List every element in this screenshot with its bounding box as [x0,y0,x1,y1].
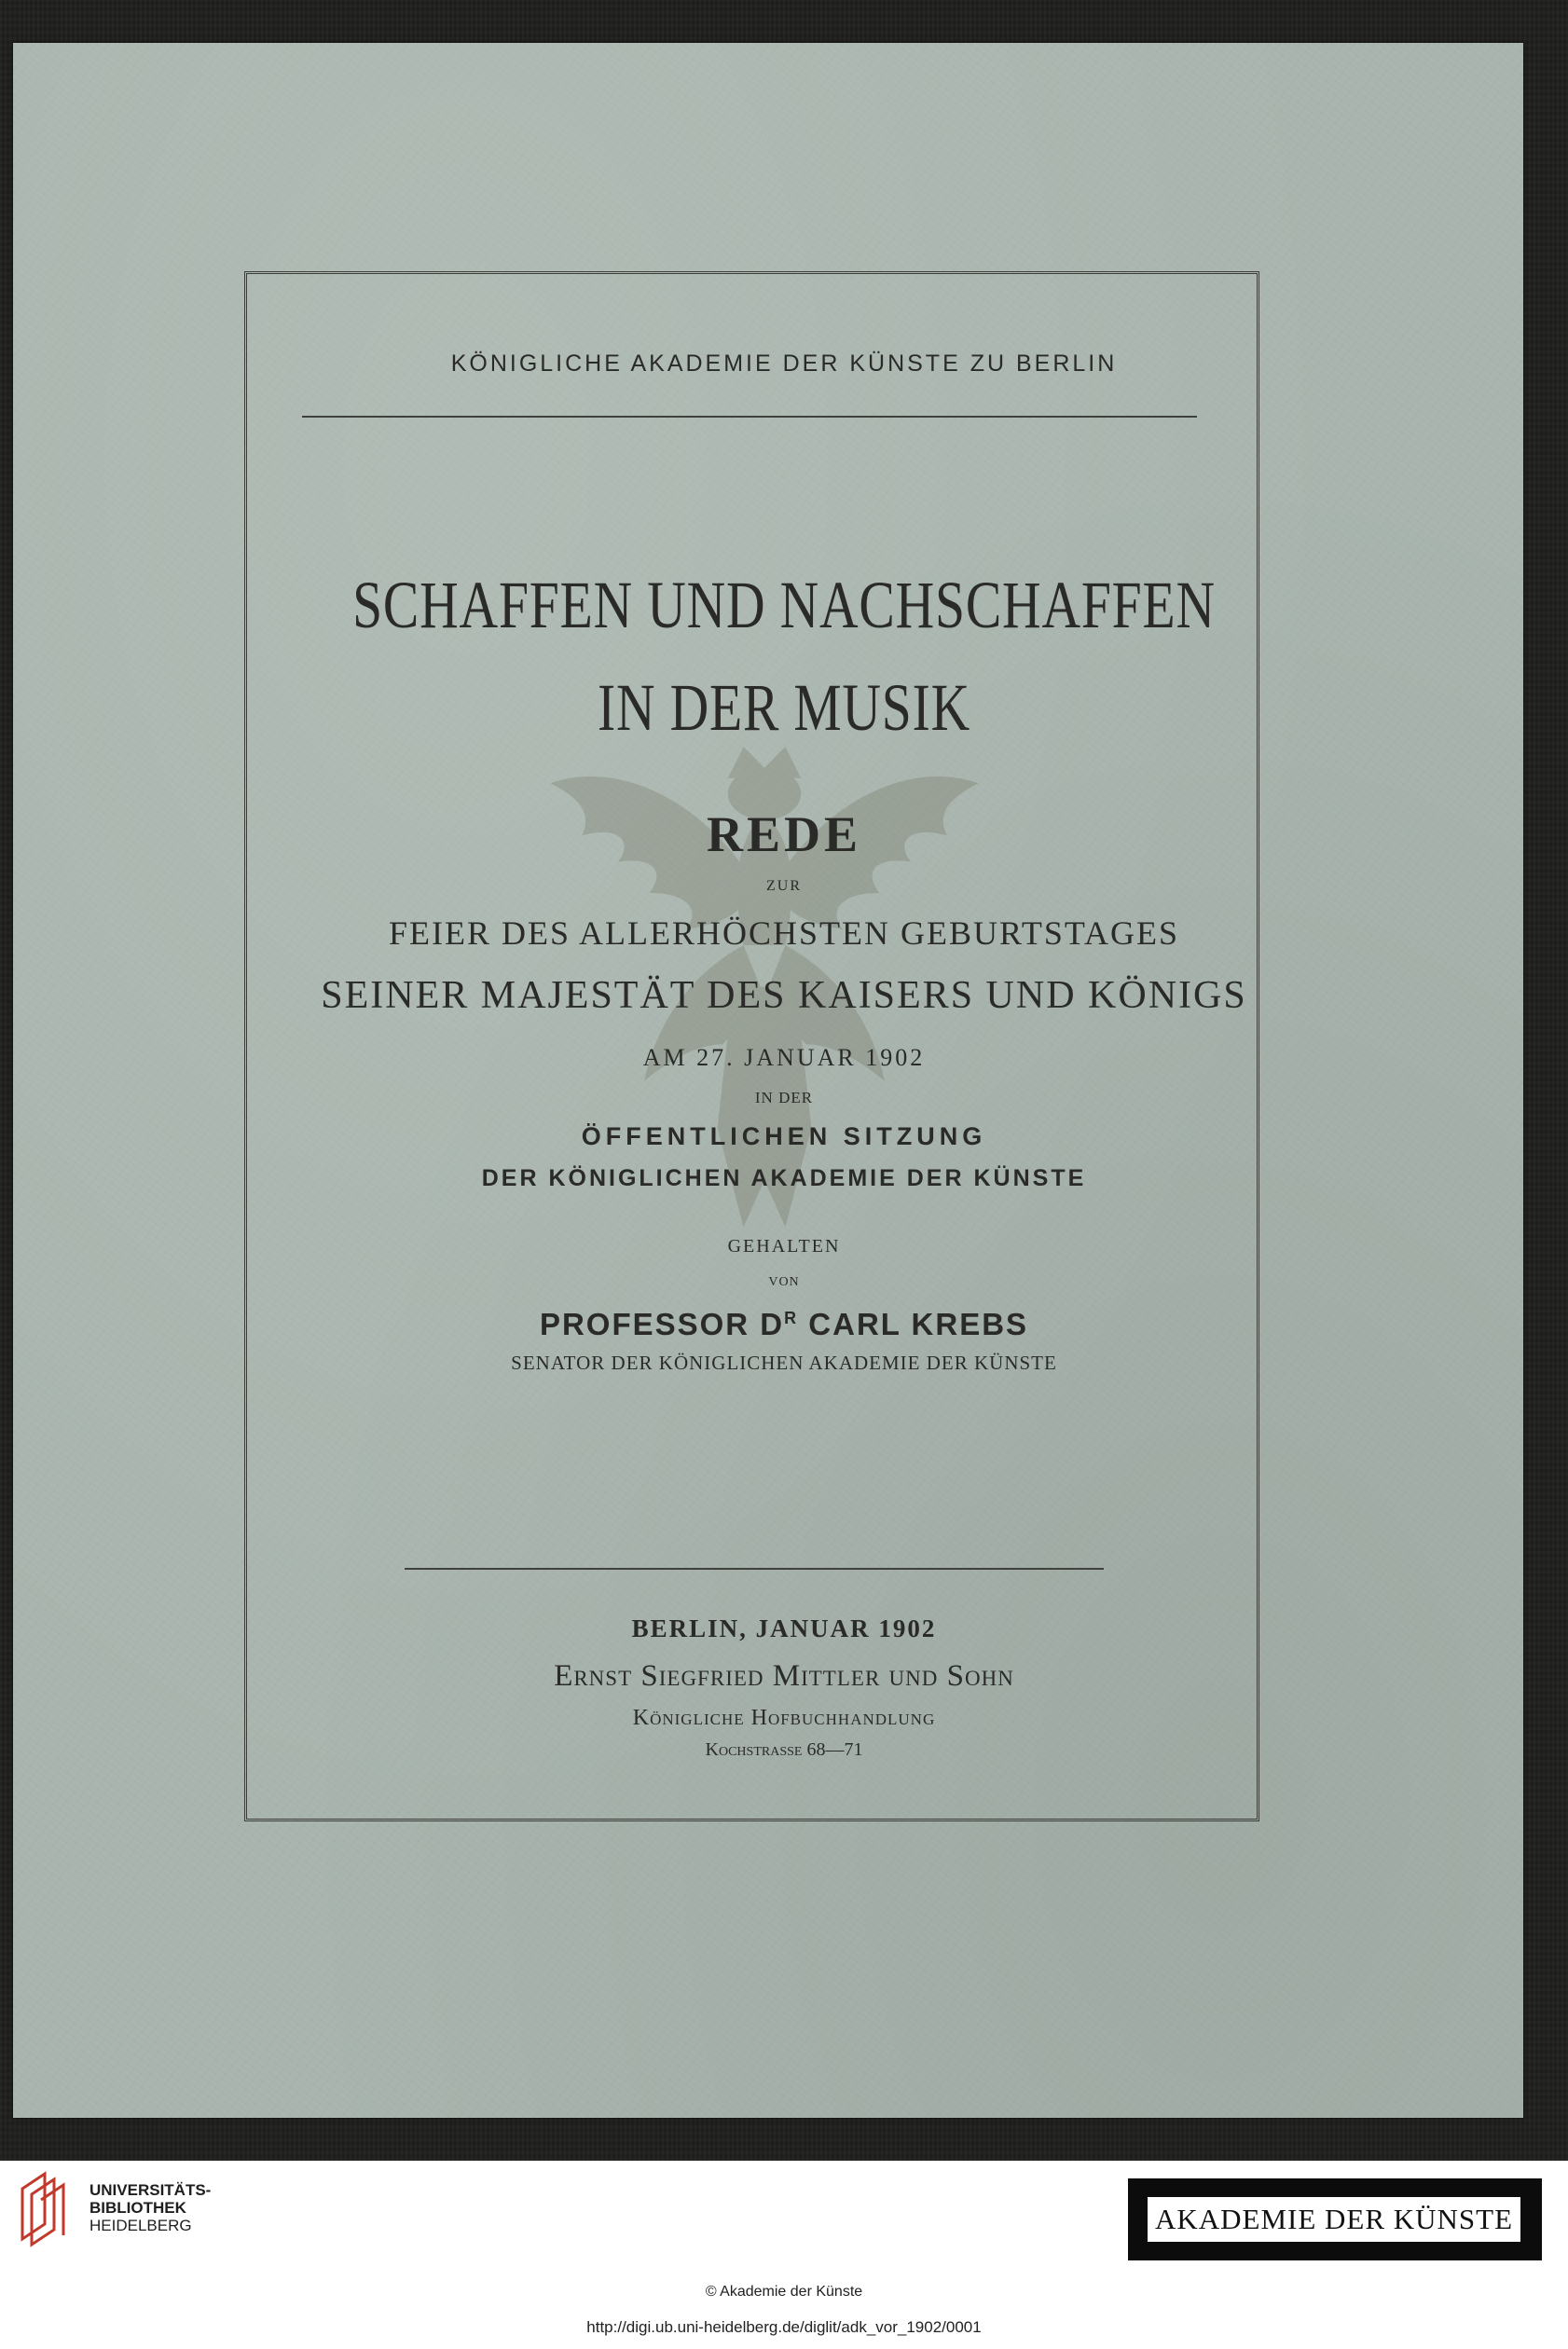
publisher-address: Kochstrasse 68—71 [705,1739,863,1760]
header-rule [302,416,1197,418]
date-line: AM 27. JANUAR 1902 [642,1044,926,1071]
session-line-1: ÖFFENTLICHEN SITZUNG [581,1122,987,1150]
author-name [0,1307,1568,1342]
von-label: VON [768,1275,800,1289]
akademie-badge-label: AKADEMIE DER KÜNSTE [1148,2197,1520,2242]
imprint-place-date: BERLIN, JANUAR 1902 [631,1614,937,1642]
publisher-name: Ernst Siegfried Mittler und Sohn [554,1659,1014,1693]
occasion-line-2: SEINER MAJESTÄT DES KAISERS UND KÖNIGS [321,974,1247,1017]
in-der-label: IN DER [754,1089,814,1106]
library-logo-line-1: UNIVERSITÄTS- [89,2181,212,2199]
rede-heading: REDE [706,806,862,862]
author-role: SENATOR DER KÖNIGLICHEN AKADEMIE DER KÜNSTE [511,1352,1057,1374]
title-line-2: IN DER MUSIK [597,670,970,745]
author-prefix: PROFESSOR D [539,1307,785,1341]
ub-heidelberg-logo-icon [17,2168,78,2248]
institution-header: KÖNIGLICHE AKADEMIE DER KÜNSTE ZU BERLIN [450,350,1118,377]
session-line-2: DER KÖNIGLICHEN AKADEMIE DER KÜNSTE [481,1165,1087,1191]
publisher-role: Königliche Hofbuchhandlung [632,1706,936,1730]
library-logo-text [89,2181,248,2234]
library-logo-line-2: BIBLIOTHEK [89,2199,186,2217]
imprint-rule [405,1568,1104,1570]
zur-label: ZUR [766,878,802,894]
gehalten-label: GEHALTEN [727,1236,841,1257]
author-surname: CARL KREBS [798,1307,1029,1341]
occasion-line-1: FEIER DES ALLERHÖCHSTEN GEBURTSTAGES [389,914,1179,952]
copyright-notice: © Akademie der Künste [705,2284,863,2300]
permalink-url[interactable]: http://digi.ub.uni-heidelberg.de/diglit/adk_vor_1902/0001 [586,2318,982,2336]
akademie-badge[interactable] [1128,2178,1542,2260]
title-line-1: SCHAFFEN UND NACHSCHAFFEN [352,568,1216,642]
author-title-superscript: R [784,1309,799,1327]
library-logo-line-3: HEIDELBERG [89,2217,192,2234]
